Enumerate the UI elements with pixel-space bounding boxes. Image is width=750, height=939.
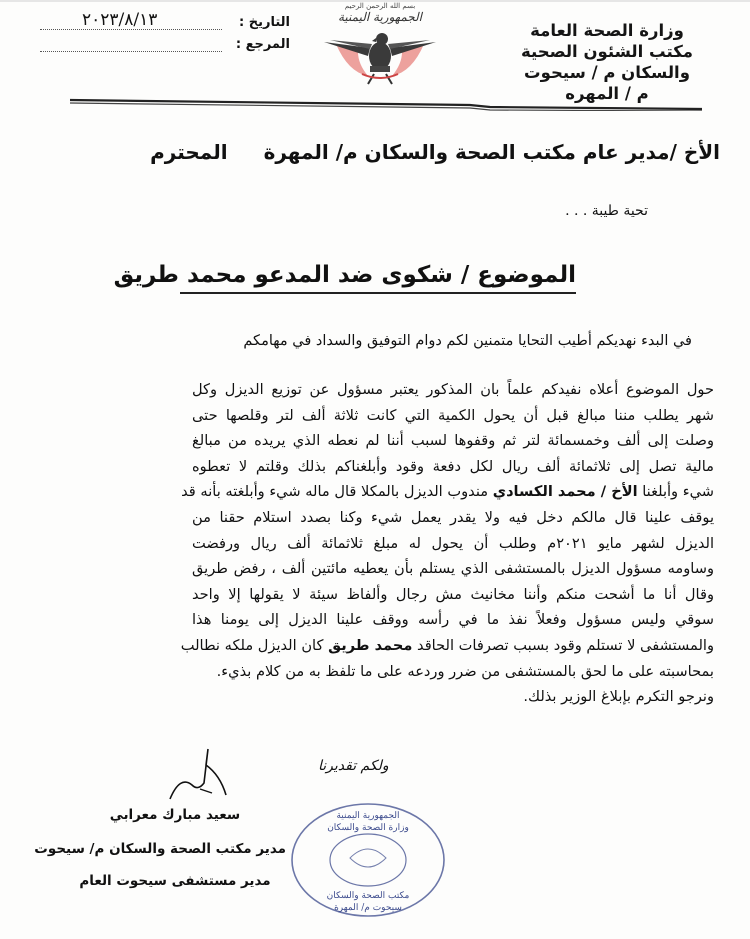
- body-line: بمحاسبته على ما لحق بالمستشفى من ضرر وردعه على ما تلفظ به من كلام بذيء.: [216, 662, 714, 680]
- official-stamp: [288, 800, 448, 920]
- emblem-caption-top: بسم الله الرحمن الرحيم: [344, 2, 416, 10]
- reference-label: المرجع :: [235, 37, 290, 52]
- body-line: وصلت إلى ألف وخمسمائة لتر ثم وقفوها لسبب أننا لم نعطه الذي يريده من مبالغ: [192, 432, 714, 450]
- body-line: الديزل لشهر مايو ٢٠٢١م وطلب أن يحول له مبلغ ثلاثمائة ألف ريال ورفضت: [192, 534, 715, 552]
- date-reference-block: [40, 8, 290, 52]
- handwritten-signature: [130, 745, 240, 805]
- bold-name: الأخ / محمد الكسادي: [492, 483, 638, 501]
- addressee-text: الأخ /مدير عام مكتب الصحة والسكان م/ المهرة: [263, 140, 720, 164]
- addressee-salutation: المحترم: [150, 140, 228, 164]
- letter-body: [180, 377, 715, 710]
- stamp-text: سيحوت م/ المهرة: [334, 903, 402, 913]
- closing-phrase: ولكم تقديرنا: [318, 758, 389, 774]
- subject-heading: الموضوع / شكوى ضد المدعو محمد طريق: [180, 262, 576, 294]
- body-line: وساومه مسؤول الديزل بالمستشفى الذي يستلم بأن يعطيه مائتين ألف ، رفض طريق: [192, 560, 714, 578]
- body-line: والمستشفى لا تستلم وقود بسبب تصرفات الحاقد محمد طريق كان الديزل ملكه نطالب: [180, 636, 714, 654]
- body-line: شيء وأبلغنا الأخ / محمد الكسادي مندوب الديزل بالمكلا قال ماله شيء وأبلغته بأنه قد: [181, 483, 714, 501]
- ministry-line: والسكان م / سيحوت: [524, 63, 690, 82]
- reference-row: [40, 30, 290, 52]
- ministry-line: م / المهره: [565, 84, 649, 103]
- signatory-title: مدير مستشفى سيحوت العام: [79, 873, 271, 889]
- reference-value: [40, 33, 222, 52]
- ministry-letterhead: [502, 20, 712, 104]
- body-line: حول الموضوع أعلاه نفيدكم علماً بان المذكور يعتبر مسؤول عن توزيع الديزل وكل: [192, 381, 714, 398]
- date-value: ٢٠٢٣/٨/١٣: [40, 11, 222, 30]
- signatory-name: سعيد مبارك معرابي: [109, 807, 241, 823]
- greeting: تحية طيبة . . .: [565, 203, 648, 219]
- intro-line: في البدء نهديكم أطيب التحايا متمنين لكم دوام التوفيق والسداد في مهامكم: [243, 333, 692, 349]
- header-divider: [70, 97, 702, 111]
- bold-name: محمد طريق: [328, 636, 413, 654]
- body-line: سوقي وليس مسؤول وفعلاً نفذ ما في رأسه ووقف علينا الديزل إلى يومنا هذا: [192, 611, 714, 629]
- body-line: وقال أنا ما أشحت منكم وأننا مخانيث مش رجال وألفاظ سيئة لا يقولها إلا واحد: [192, 585, 714, 603]
- emblem-caption: الجمهورية اليمنية: [337, 10, 422, 24]
- body-line: يوقف علينا قال مالكم دخل فيه ولا يقدر يعمل شيء وكنا بصدد استلام حقنا من: [192, 508, 714, 526]
- addressee-line: [150, 140, 720, 164]
- ministry-line: وزارة الصحة العامة: [530, 21, 684, 40]
- body-line: شهر يطلب مننا مبالغ قبل أن يحول الكمية التي كانت ثلاثة ألف لتر وقلصها حتى: [192, 406, 714, 424]
- stamp-text: مكتب الصحة والسكان: [326, 891, 410, 901]
- eagle-icon: [318, 2, 442, 88]
- signatory-title: مدير مكتب الصحة والسكان م/ سيحوت: [34, 841, 286, 857]
- date-row: [40, 8, 290, 30]
- body-line: مالية تصل إلى ثلاثمائة ألف ريال لكل دفعة وقود وأبلغناكم بذلك وقلتم لا تعطوه: [192, 457, 714, 475]
- stamp-text: الجمهورية اليمنية: [336, 811, 400, 821]
- body-line: ونرجو التكرم بإبلاغ الوزير بذلك.: [523, 688, 714, 706]
- date-label: التاريخ :: [239, 15, 290, 30]
- ministry-line: مكتب الشئون الصحية: [520, 42, 694, 61]
- stamp-text: وزارة الصحة والسكان: [327, 823, 409, 833]
- yemen-emblem: [318, 2, 442, 88]
